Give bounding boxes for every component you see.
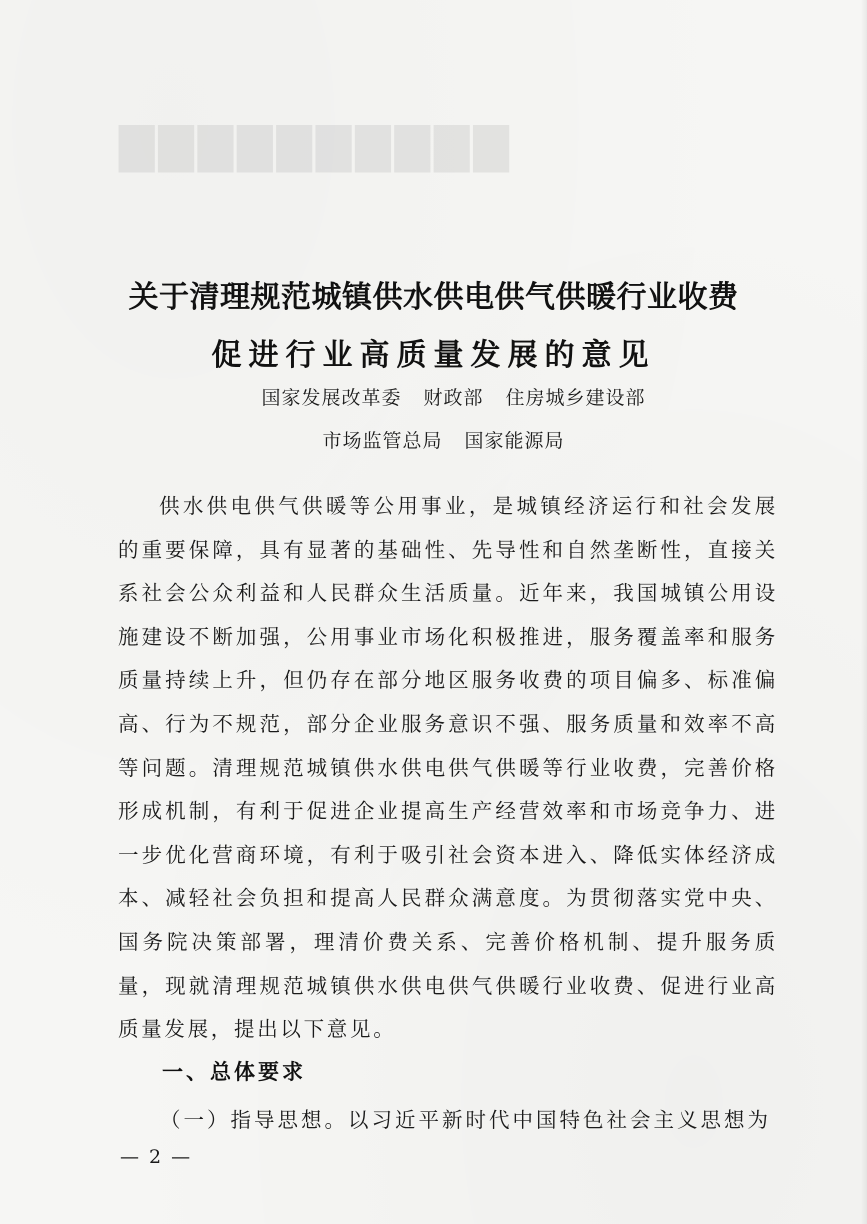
document-title-line-2: 促进行业高质量发展的意见: [211, 338, 656, 373]
page-number: — 2 —: [120, 1146, 193, 1168]
issuer-nea: 国家能源局: [464, 430, 565, 452]
page-edge-shadow: [861, 0, 867, 1224]
section-heading: 一、总体要求: [162, 1060, 306, 1084]
bleed-through-decoration: ▇▇▇▇▇▇▇▇▇▇: [115, 118, 509, 172]
document-body: [118, 485, 778, 1052]
subsection-paragraph: （一）指导思想。以习近平新时代中国特色社会主义思想为: [160, 1108, 771, 1132]
issuer-mof: 财政部: [423, 387, 484, 409]
intro-paragraph: 供水供电供气供暖等公用事业，是城镇经济运行和社会发展的重要保障，具有显著的基础性、先导性和自然垄断性，直接关系社会公众利益和人民群众生活质量。近年来，我国城镇公用设施建设不断加强，公用事业市场化积极推进，服务覆盖率和服务质量持续上升，但仍存在部分地区服务收费的项目偏多、标准偏高、行为不规范，部分企业服务意识不强、服务质量和效率不高等问题。清理规范城镇供水供电供气供暖等行业收费，完善价格形成机制，有利于促进企业提高生产经营效率和市场竞争力、进一步优化营商环境，有利于吸引社会资本进入、降低实体经济成本、减轻社会负担和提高人民群众满意度。为贯彻落实党中央、国务院决策部署，理清价费关系、完善价格机制、提升服务质量，现就清理规范城镇供水供电供气供暖行业收费、促进行业高质量发展，提出以下意见。: [118, 494, 778, 1042]
issuer-samr: 市场监管总局: [322, 430, 443, 452]
issuing-agencies-line-1: [20, 383, 867, 410]
issuing-agencies-line-2: [10, 426, 867, 453]
document-title-line-1: 关于清理规范城镇供水供电供气供暖行业收费: [128, 280, 739, 315]
issuer-mohurd: 住房城乡建设部: [505, 387, 646, 409]
issuer-ndrc: 国家发展改革委: [261, 387, 402, 409]
